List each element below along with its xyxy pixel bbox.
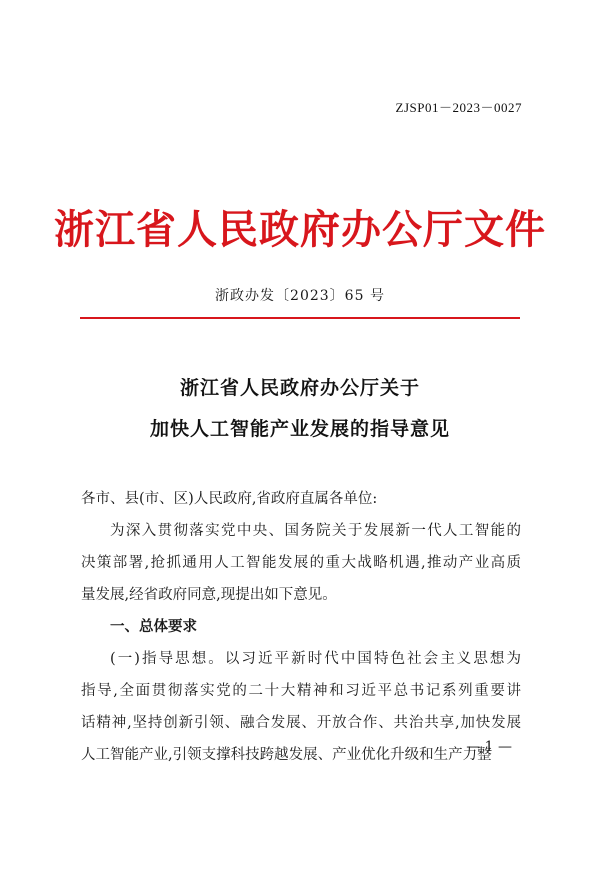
paragraph-2-line-2: 指导,全面贯彻落实党的二十大精神和习近平总书记系列重要讲 [81,683,521,699]
document-code: ZJSP01－2023－0027 [395,100,522,115]
paragraph-2-line-4: 人工智能产业,引领支撑科技跨越发展、产业优化升级和生产力整 [81,747,492,763]
document-title-line-1: 浙江省人民政府办公厅关于 [179,377,420,399]
document-number: 浙政办发〔2023〕65 号 [215,288,385,304]
paragraph-1-line-1: 为深入贯彻落实党中央、国务院关于发展新一代人工智能的 [110,523,521,539]
paragraph-2-line-3: 话精神,坚持创新引领、融合发展、开放合作、共治共享,加快发展 [81,715,521,731]
page-number: — 1 — [466,739,512,755]
masthead-title: 浙江省人民政府办公厅文件 [54,207,546,253]
paragraph-1-line-2: 决策部署,抢抓通用人工智能发展的重大战略机遇,推动产业高质 [81,555,521,571]
paragraph-1-line-3: 量发展,经省政府同意,现提出如下意见。 [81,587,337,603]
section-heading-general-requirements: 一、总体要求 [110,618,197,635]
salutation: 各市、县(市、区)人民政府,省政府直属各单位: [81,491,378,507]
paragraph-2-line-1: (一)指导思想。以习近平新时代中国特色社会主义思想为 [110,651,521,667]
document-title-line-2: 加快人工智能产业发展的指导意见 [149,418,450,440]
red-divider-line [80,317,520,319]
